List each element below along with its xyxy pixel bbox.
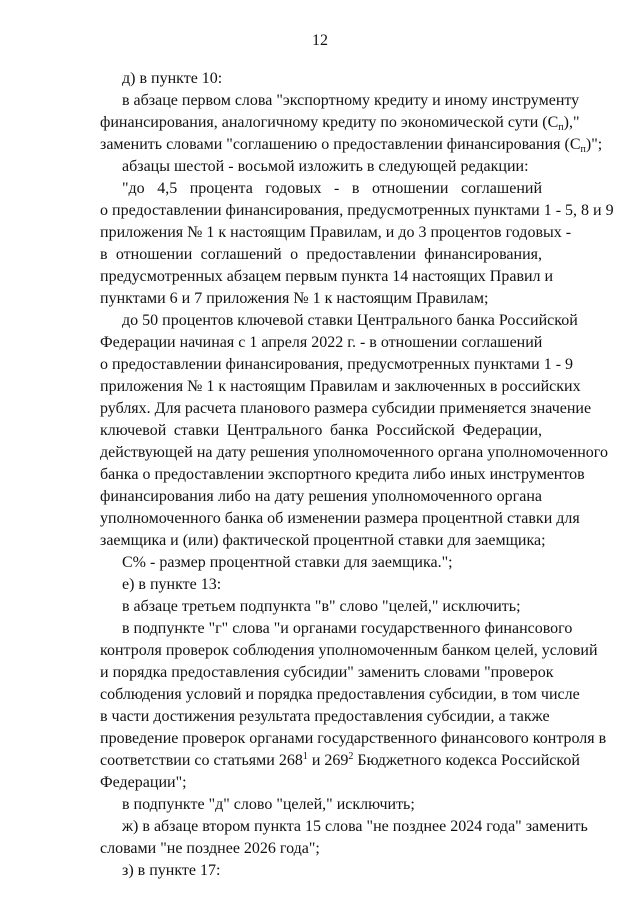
text-line: о предоставлении финансирования, предусмотренных пунктами 1 - 5, 8 и 9 (100, 202, 614, 219)
text-line: соблюдения условий и порядка предоставления субсидии, в том числе (100, 686, 580, 703)
text-line: абзацы шестой - восьмой изложить в следующей редакции: (122, 158, 529, 175)
text-line: словами "не позднее 2026 года"; (100, 840, 320, 857)
text-line: в подпункте "г" слова "и органами государственного финансового (122, 620, 573, 637)
text-line: проведение проверок органами государственного финансового контроля в (100, 730, 607, 747)
text-line: контроля проверок соблюдения уполномоченным банком целей, условий (100, 642, 598, 659)
text-line: "до 4,5 процента годовых - в отношении соглашений (122, 180, 542, 197)
text-line: приложения № 1 к настоящим Правилам, и до 3 процентов годовых - (100, 224, 572, 241)
text-line: в подпункте "д" слово "целей," исключить; (122, 796, 415, 813)
text-line: банка о предоставлении экспортного кредита либо иных инструментов (100, 466, 585, 483)
text-line: в отношении соглашений о предоставлении финансирования, (100, 246, 542, 263)
text-line: е) в пункте 13: (122, 576, 222, 593)
text-line: соответствии со статьями $268^1$ и $269^2$ Бюджетного кодекса Российской (100, 751, 580, 769)
text-line: о предоставлении финансирования, предусмотренных пунктами 1 - 9 (100, 356, 574, 373)
text-line: пунктами 6 и 7 приложения № 1 к настоящим Правилам; (100, 290, 489, 307)
text-line: до 50 процентов ключевой ставки Центрального банка Российской (122, 312, 578, 329)
text-line: д) в пункте 10: (122, 70, 223, 87)
text-line: Федерации начиная с 1 апреля 2022 г. - в отношении соглашений (100, 334, 543, 351)
text-line: предусмотренных абзацем первым пункта 14 настоящих Правил и (100, 268, 554, 285)
text-line: финансирования либо на дату решения уполномоченного органа (100, 488, 542, 505)
text-line: ж) в абзаце втором пункта 15 слова "не позднее 2024 года" заменить (122, 818, 588, 835)
text-line: в абзаце первом слова "экспортному кредиту и иному инструменту (122, 92, 580, 109)
text-line: заменить словами "соглашению о предоставлении финансирования $(С_п)$"; (100, 136, 603, 155)
text-line: в части достижения результата предоставления субсидии, а также (100, 708, 550, 725)
text-line: в абзаце третьем подпункта "в" слово "целей," исключить; (122, 598, 521, 615)
text-line: уполномоченного банка об изменении размера процентной ставки для (100, 510, 580, 527)
text-line: ключевой ставки Центрального банка Российской Федерации, (100, 422, 542, 439)
text-line: приложения № 1 к настоящим Правилам и заключенных в российских (100, 378, 581, 395)
text-line: действующей на дату решения уполномоченного органа уполномоченного (100, 444, 608, 461)
text-line: Федерации"; (100, 774, 187, 791)
text-line: С% - размер процентной ставки для заемщика."; (122, 554, 453, 571)
text-line: рублях. Для расчета планового размера субсидии применяется значение (100, 400, 592, 417)
text-line: и порядка предоставления субсидии" заменить словами "проверок (100, 664, 554, 681)
text-line: з) в пункте 17: (122, 862, 221, 879)
text-line: заемщика и (или) фактической процентной ставки для заемщика; (100, 532, 546, 549)
text-line: финансирования, аналогичному кредиту по экономической сути $(С_п)$," (100, 114, 580, 133)
page-number: 12 (312, 32, 328, 49)
